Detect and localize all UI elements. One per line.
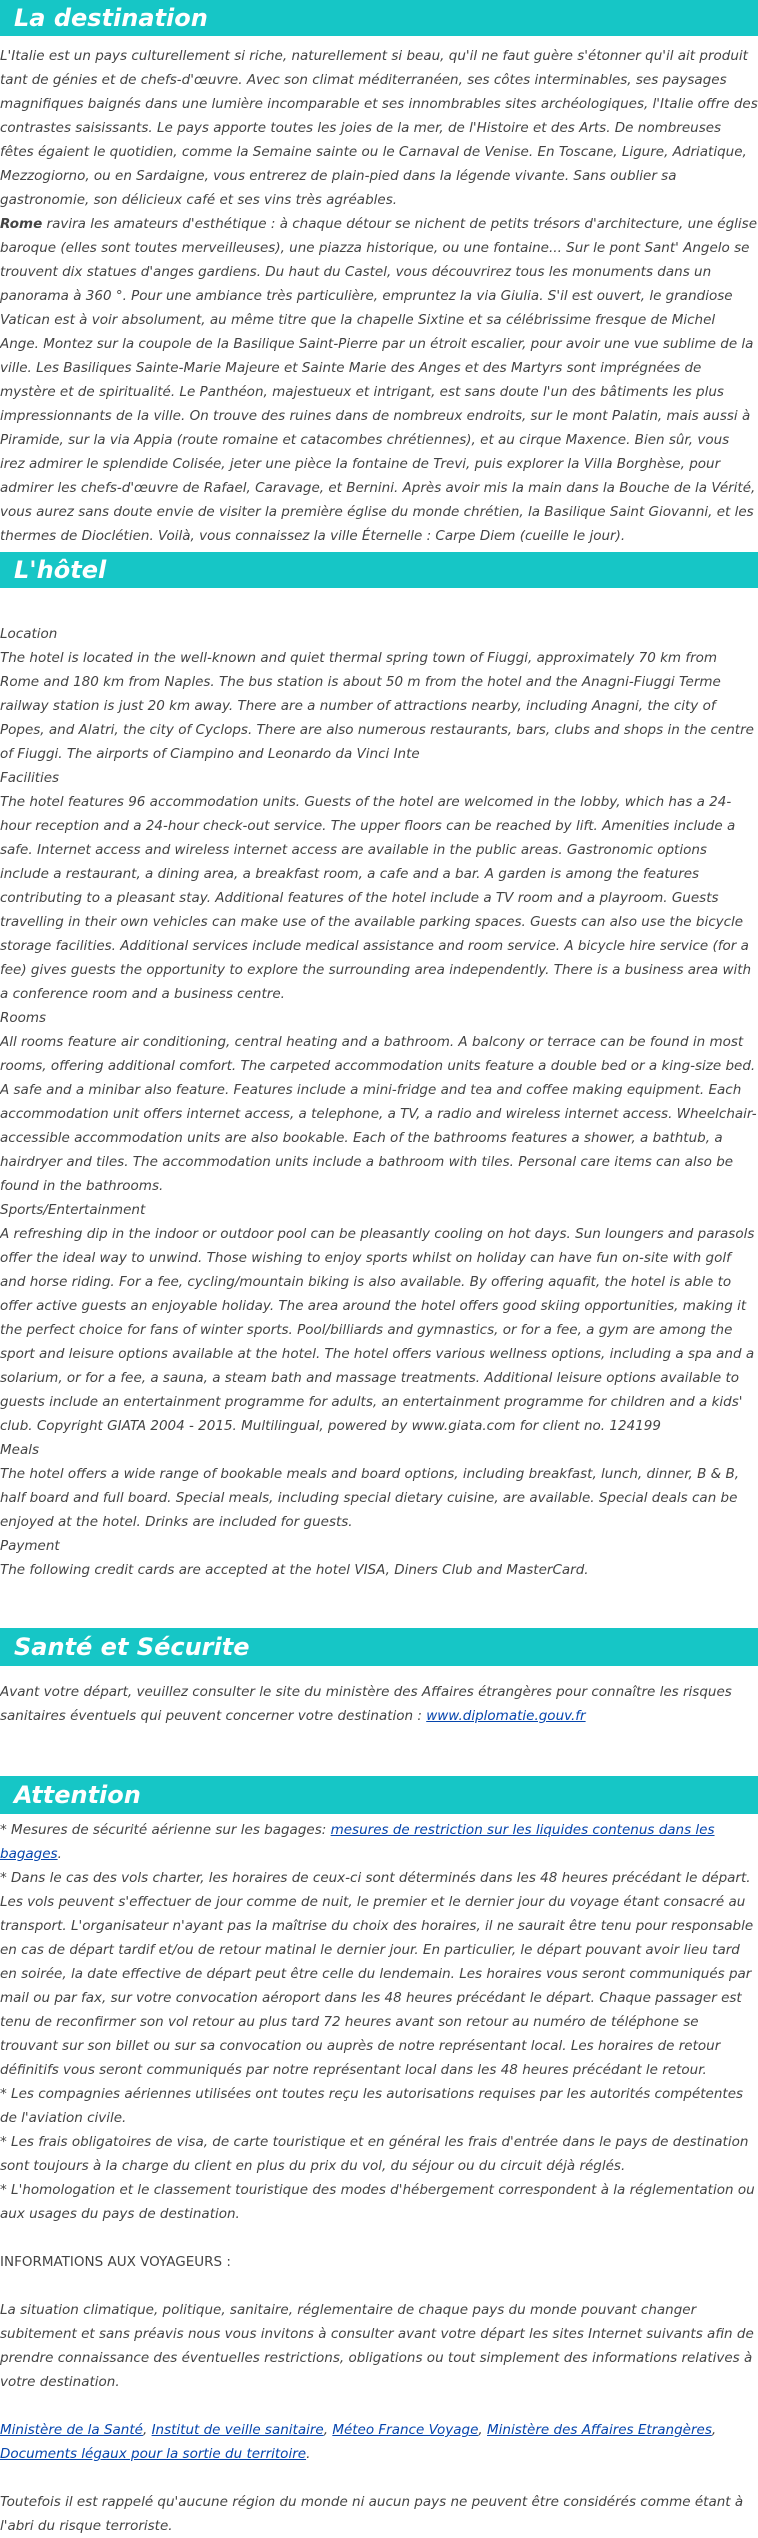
attention-item-1 (0, 1818, 758, 1866)
location-text: The hotel is located in the well-known and quiet thermal spring town of Fiuggi, approximately 70 km from Rome and 180 km from Naples. The bus station is about 50 m from the hotel and the Anagni-Fiuggi Terme railway station is just 20 km away. There are a number of attractions nearby, including Anagni, the city of Popes, and Alatri, the city of Cyclops. There are also numerous restaurants, bars, clubs and shops in the centre of Fiuggi. The airports of Ciampino and Leonardo da Vinci Inte (0, 650, 754, 762)
destination-title: La destination (0, 0, 758, 36)
foreign-affairs-link[interactable]: Ministère des Affaires Etrangères (487, 2422, 712, 2438)
attention-item-1-end: . (57, 1846, 62, 1862)
sante-title: Santé et Sécurite (0, 1628, 758, 1666)
link-separator: , (142, 2422, 152, 2438)
attention-item-4: * Les frais obligatoires de visa, de carte touristique et en général les frais d'entrée dans le pays de destination sont toujours à la charge du client en plus du prix du vol, du séjour ou du circuit déjà réglés. (0, 2134, 749, 2174)
link-separator: , (478, 2422, 488, 2438)
rome-label: Rome (0, 216, 43, 232)
rome-text: ravira les amateurs d'esthétique : à chaque détour se nichent de petits trésors d'architecture, une église baroque (elles sont toutes merveilleuses), une piazza historique, ou une fontaine... Sur le pont Sant' Angelo se trouvent dix statues d'anges gardiens. Du haut du Castel, vous découvrirez tous les monuments dans un panorama à 360 °. Pour une ambiance très particulière, empruntez la via Giulia. S'il est ouvert, le grandiose Vatican est à voir absolument, au même titre que la chapelle Sixtine et sa célébrissime fresque de Michel Ange. Montez sur la coupole de la Basilique Saint-Pierre par un étroit escalier, pour avoir une vue sublime de la ville. Les Basiliques Sainte-Marie Majeure et Sainte Marie des Anges et des Martyrs sont imprégnées de mystère et de spiritualité. Le Panthéon, majestueux et intrigant, est sans doute l'un des bâtiments les plus impressionnants de la ville. On trouve des ruines dans de nombreux endroits, sur le mont Palatin, mais aussi à Piramide, sur la via Appia (route romaine et catacombes chrétiennes), et au cirque Maxence. Bien sûr, vous irez admirer le splendide Colisée, jeter une pièce la fontaine de Trevi, puis explorer la Villa Borghèse, pour admirer les chefs-d'œuvre de Rafael, Caravage, et Bernini. Après avoir mis la main dans la Bouche de la Vérité, vous aurez sans doute envie de visiter la première église du monde chrétien, la Basilique Saint Giovanni, et les thermes de Dioclétien. Voilà, vous connaissez la ville Éternelle : Carpe Diem (cueille le jour). (0, 216, 758, 544)
meals-heading: Meals (0, 1442, 40, 1458)
payment-heading: Payment (0, 1538, 60, 1554)
meals-text: The hotel offers a wide range of bookable meals and board options, including breakfast, lunch, dinner, B & B, half board and full board. Special meals, including special dietary cuisine, are available. Special deals can be enjoyed at the hotel. Drinks are included for guests. (0, 1466, 740, 1530)
sante-text (0, 1680, 758, 1728)
attention-item-1-text: * Mesures de sécurité aérienne sur les bagages: (0, 1822, 331, 1838)
payment-text: The following credit cards are accepted at the hotel VISA, Diners Club and MasterCard. (0, 1562, 589, 1578)
sante-ministry-link[interactable]: Ministère de la Santé (0, 2422, 143, 2438)
attention-item-3: * Les compagnies aériennes utilisées ont toutes reçu les autorisations requises par les autorités compétentes de l'aviation civile. (0, 2086, 744, 2126)
attention-item-5: * L'homologation et le classement touristique des modes d'hébergement correspondent à la réglementation ou aux usages du pays de destination. (0, 2182, 755, 2222)
facilities-text: The hotel features 96 accommodation units. Guests of the hotel are welcomed in the lobby, which has a 24-hour reception and a 24-hour check-out service. The upper floors can be reached by lift. Amenities include a safe. Internet access and wireless internet access are available in the public areas. Gastronomic options include a restaurant, a dining area, a breakfast room, a cafe and a bar. A garden is among the features contributing to a pleasant stay. Additional features of the hotel include a TV room and a playroom. Guests travelling in their own vehicles can make use of the available parking spaces. Guests can also use the bicycle storage facilities. Additional services include medical assistance and room service. A bicycle hire service (for a fee) gives guests the opportunity to explore the surrounding area independently. There is a business area with a conference room and a business centre. (0, 794, 752, 1002)
attention-item-2: * Dans le cas des vols charter, les horaires de ceux-ci sont déterminés dans les 48 heures précédant le départ. Les vols peuvent s'effectuer de jour comme de nuit, le premier et le dernier jour du voyage étant consacré au transport. L'organisateur n'ayant pas la maîtrise du choix des horaires, il ne saurait être tenu pour responsable en cas de départ tardif et/ou de retour matinal le dernier jour. En particulier, le départ pouvant avoir lieu tard en soirée, la date effective de départ peut être celle du lendemain. Les horaires vous seront communiqués par mail ou par fax, sur votre convocation aéroport dans les 48 heures précédant le départ. Chaque passager est tenu de reconfirmer son vol retour au plus tard 72 heures avant son retour au numéro de téléphone se trouvant sur son billet ou sur sa convocation ou auprès de notre représentant local. Les horaires de retour définitifs vous seront communiqués par notre représentant local dans les 48 heures précédant le retour. (0, 1870, 754, 2078)
meteo-link[interactable]: Méteo France Voyage (332, 2422, 479, 2438)
sports-heading: Sports/Entertainment (0, 1202, 146, 1218)
sante-section (0, 1628, 758, 1728)
rooms-text: All rooms feature air conditioning, central heating and a bathroom. A balcony or terrace can be found in most rooms, offering additional comfort. The carpeted accommodation units feature a double bed or a king-size bed. A safe and a minibar also feature. Features include a mini-fridge and tea and coffee making equipment. Each accommodation unit offers internet access, a telephone, a TV, a radio and wireless internet access. Wheelchair-accessible accommodation units are also bookable. Each of the bathrooms features a shower, a bathtub, a hairdryer and tiles. The accommodation units include a bathroom with tiles. Personal care items can also be found in the bathrooms. (0, 1034, 757, 1194)
liquids-restriction-link[interactable]: mesures de restriction sur les liquides contenus dans les bagages (0, 1822, 715, 1862)
terrorism-notice: Toutefois il est rappelé qu'aucune région du monde ni aucun pays ne peuvent être considérés comme étant à l'abri du risque terroriste. (0, 2494, 744, 2534)
legal-documents-link[interactable]: Documents légaux pour la sortie du territoire (0, 2446, 307, 2462)
info-links (0, 2418, 758, 2466)
attention-section (0, 1776, 758, 2538)
diplomatie-link[interactable]: www.diplomatie.gouv.fr (426, 1708, 586, 1724)
link-separator: , (323, 2422, 333, 2438)
destination-rome (0, 212, 758, 548)
hotel-section (0, 552, 758, 1582)
info-text: La situation climatique, politique, sanitaire, réglementaire de chaque pays du monde pouvant changer subitement et sans préavis nous vous invitons à consulter avant votre départ les sites Internet suivants afin de prendre connaissance des éventuelles restrictions, obligations ou tout simplement des informations relatives à votre destination. (0, 2302, 754, 2390)
destination-intro: L'Italie est un pays culturellement si riche, naturellement si beau, qu'il ne faut guère s'étonner qu'il ait produit tant de génies et de chefs-d'œuvre. Avec son climat méditerranéen, ses côtes interminables, ses paysages magnifiques baignés dans une lumière incomparable et ses innombrables sites archéologiques, l'Italie offre des contrastes saisissants. Le pays apporte toutes les joies de la mer, de l'Histoire et des Arts. De nombreuses fêtes égaient le quotidien, comme la Semaine sainte ou le Carnaval de Venise. En Toscane, Ligure, Adriatique, Mezzogiorno, ou en Sardaigne, vous entrerez de plain-pied dans la légende vivante. Sans oublier sa gastronomie, son délicieux café et ses vins très agréables. (0, 48, 758, 208)
sports-text: A refreshing dip in the indoor or outdoor pool can be pleasantly cooling on hot days. Sun loungers and parasols offer the ideal way to unwind. Those wishing to enjoy sports whilst on holiday can have fun on-site with golf and horse riding. For a fee, cycling/mountain biking is also available. By offering aquafit, the hotel is able to offer active guests an enjoyable holiday. The area around the hotel offers good skiing opportunities, making it the perfect choice for fans of winter sports. Pool/billiards and gymnastics, or for a fee, a gym are among the sport and leisure options available at the hotel. The hotel offers various wellness options, including a spa and a solarium, or for a fee, a sauna, a steam bath and massage treatments. Additional leisure options available to guests include an entertainment programme for adults, an entertainment programme for children and a kids' club. Copyright GIATA 2004 - 2015. Multilingual, powered by www.giata.com for client no. 124199 (0, 1226, 755, 1434)
attention-title: Attention (0, 1776, 758, 1814)
hotel-title: L'hôtel (0, 552, 758, 588)
facilities-heading: Facilities (0, 770, 60, 786)
rooms-heading: Rooms (0, 1010, 47, 1026)
link-separator: , (711, 2422, 717, 2438)
sante-body: Avant votre départ, veuillez consulter le site du ministère des Affaires étrangères pour connaître les risques sanitaires éventuels qui peuvent concerner votre destination : (0, 1684, 732, 1724)
invs-link[interactable]: Institut de veille sanitaire (151, 2422, 324, 2438)
links-end: . (306, 2446, 311, 2462)
location-heading: Location (0, 626, 58, 642)
info-heading: INFORMATIONS AUX VOYAGEURS : (0, 2254, 231, 2270)
destination-section (0, 0, 758, 548)
